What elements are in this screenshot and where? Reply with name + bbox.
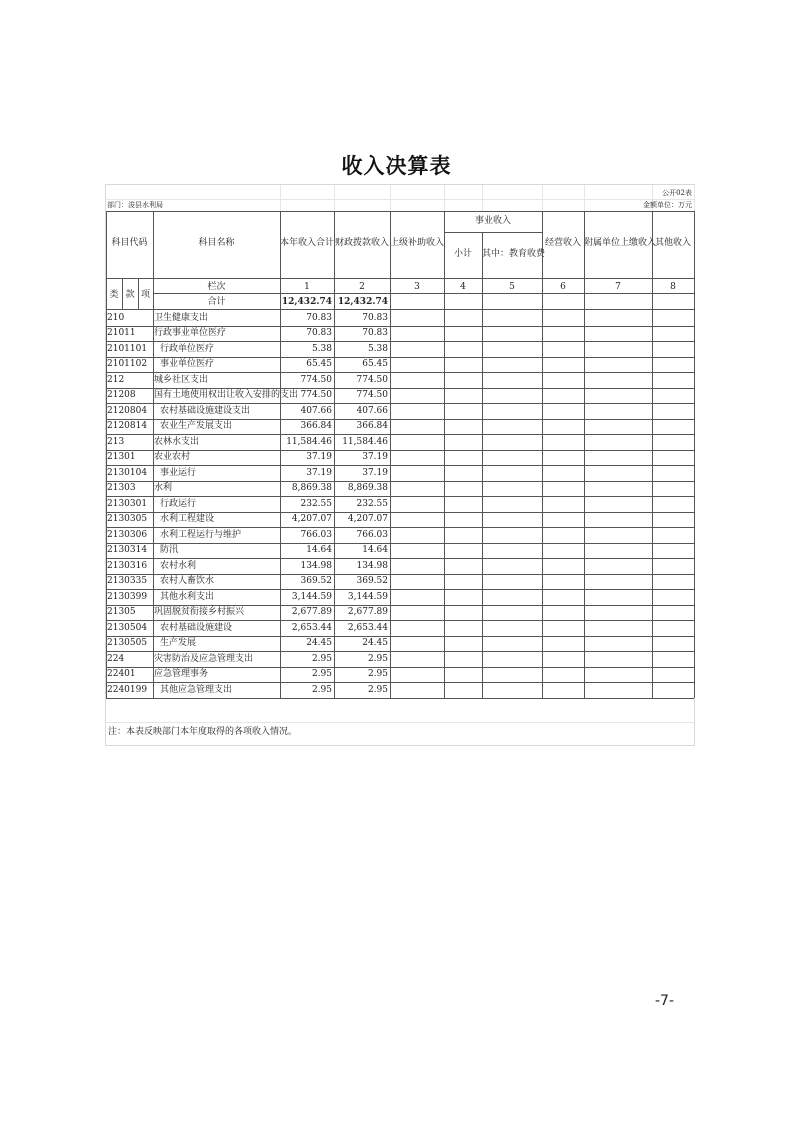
row-col1: 5.38 [311,343,332,354]
table-line [106,465,694,466]
total-col2: 12,432.74 [337,297,388,307]
table-line [652,211,653,698]
row-code: 224 [107,653,125,664]
row-name: 农业农村 [154,452,191,462]
row-col2: 70.83 [362,328,388,338]
row-name: 防汛 [160,545,179,555]
table-line [106,211,107,698]
table-line [106,574,694,575]
table-line [153,211,154,698]
row-name: 国有土地使用权出让收入安排的支出 [154,390,299,400]
table-line [106,372,694,373]
column-number: 7 [615,282,621,292]
row-col2: 3,144.59 [347,591,388,602]
grid-line [280,185,281,211]
row-name: 行政事业单位医疗 [154,328,227,338]
table-line [334,211,335,698]
row-col1: 70.83 [306,312,332,323]
row-code: 21303 [107,483,136,493]
row-name: 行政单位医疗 [160,343,215,354]
row-col2: 2,653.44 [347,622,388,633]
row-col1: 774.50 [300,374,332,385]
table-line [106,605,694,606]
row-col2: 11,584.46 [342,436,388,447]
table-line [106,589,694,590]
row-col2: 37.19 [362,467,388,478]
row-code: 22401 [107,669,136,679]
row-name: 农村水利 [160,560,197,571]
row-col1: 70.83 [306,328,332,338]
table-line [106,512,694,513]
table-note: 注：本表反映部门本年度取得的各项收入情况。 [108,727,298,737]
row-name: 农村基础设施建设支出 [160,405,251,416]
row-col2: 2.95 [367,653,388,664]
table-line [280,211,281,698]
header-xiang: 项 [140,290,150,300]
grid-line [390,185,391,211]
row-col2: 766.03 [356,529,388,540]
row-col2: 14.64 [362,545,388,555]
row-code: 2130306 [107,529,148,540]
table-line [106,450,694,451]
page-number: -7- [655,993,675,1009]
row-code: 21208 [107,390,136,400]
row-name: 灾害防治及应急管理支出 [154,653,254,664]
row-code: 21305 [107,607,136,617]
table-line [106,667,694,668]
table-line [106,698,694,699]
row-col2: 5.38 [367,343,388,354]
header-col8: 其他收入 [654,238,691,248]
row-col1: 37.19 [306,452,332,462]
column-number: 6 [560,282,566,292]
table-line [106,558,694,559]
table-line [106,682,694,683]
row-col1: 11,584.46 [286,436,332,447]
row-col2: 37.19 [362,452,388,462]
row-col1: 766.03 [300,529,332,540]
row-col2: 24.45 [362,638,388,648]
header-lei: 类 [109,290,119,300]
column-number: 1 [304,282,310,292]
row-code: 2130399 [107,591,148,602]
column-number: 5 [509,282,515,292]
row-name: 应急管理事务 [154,669,209,679]
table-line [106,211,694,212]
row-col1: 37.19 [306,467,332,478]
header-edu-fee: 其中：教育收费 [482,249,546,259]
row-code: 213 [107,436,125,447]
row-col1: 407.66 [300,405,332,416]
row-col1: 3,144.59 [291,591,332,602]
row-name: 卫生健康支出 [154,312,209,323]
row-col1: 366.84 [300,421,332,431]
row-name: 水利工程运行与维护 [160,529,242,540]
row-col1: 2,653.44 [291,622,332,633]
table-line [106,388,694,389]
row-name: 其他应急管理支出 [160,684,233,695]
row-col1: 774.50 [300,390,332,400]
table-line [106,341,694,342]
header-col1: 本年收入合计 [280,238,335,248]
grid-line [584,185,585,211]
row-col1: 2.95 [311,653,332,664]
header-col6: 经营收入 [544,238,581,248]
grid-line [106,722,694,723]
table-line [106,651,694,652]
row-code: 21011 [107,328,136,338]
row-code: 210 [107,312,125,323]
row-col2: 2,677.89 [347,607,388,617]
row-name: 巩固脱贫衔接乡村振兴 [154,607,245,617]
table-line [106,419,694,420]
row-col2: 8,869.38 [347,483,388,493]
grid-line [694,185,695,211]
header-lanci: 栏次 [207,282,226,292]
table-line [106,357,694,358]
header-col7: 附属单位上缴收入 [584,238,657,248]
row-col2: 134.98 [356,560,388,571]
income-table [105,184,695,746]
header-code: 科目代码 [111,238,148,248]
row-code: 212 [107,374,125,385]
row-name: 生产发展 [160,638,197,648]
row-code: 2130505 [107,638,148,648]
row-col2: 2.95 [367,669,388,679]
row-code: 2101102 [107,359,148,369]
table-line [122,278,123,309]
row-code: 2130504 [107,622,148,633]
table-line [390,211,391,698]
column-number: 2 [359,282,365,292]
table-line [444,211,445,698]
header-col2: 财政拨款收入 [334,238,389,248]
row-name: 农村人畜饮水 [160,576,215,586]
row-col1: 24.45 [306,638,332,648]
row-code: 2120804 [107,405,148,416]
grid-line [334,185,335,211]
row-col2: 774.50 [356,390,388,400]
row-code: 2130305 [107,514,148,524]
row-code: 2130314 [107,545,148,555]
column-number: 8 [670,282,676,292]
row-code: 2130316 [107,560,148,571]
row-name: 农林水支出 [154,436,200,447]
table-line [542,211,543,698]
row-name: 行政运行 [160,498,197,509]
row-name: 水利工程建设 [160,514,215,524]
table-line [106,309,694,310]
row-col2: 232.55 [356,498,388,509]
row-name: 事业单位医疗 [160,359,215,369]
row-col2: 774.50 [356,374,388,385]
table-line [106,278,694,279]
row-col1: 14.64 [306,545,332,555]
row-col1: 4,207.07 [291,514,332,524]
row-code: 21301 [107,452,136,462]
table-line [106,403,694,404]
header-subtotal: 小计 [453,249,472,259]
table-line [106,620,694,621]
table-line [694,211,695,698]
row-col2: 2.95 [367,684,388,695]
row-col2: 366.84 [356,421,388,431]
table-line [106,636,694,637]
row-col2: 65.45 [362,359,388,369]
row-col1: 2.95 [311,684,332,695]
row-col1: 8,869.38 [291,483,332,493]
form-code: 公开02表 [662,189,692,197]
table-line [106,496,694,497]
row-col2: 70.83 [362,312,388,323]
row-col1: 232.55 [300,498,332,509]
total-col1: 12,432.74 [281,297,332,307]
unit-label: 金额单位：万元 [643,201,692,209]
table-line [138,278,139,309]
table-line [482,232,483,698]
page-title: 收入决算表 [341,154,452,178]
row-col2: 407.66 [356,405,388,416]
header-col3: 上级补助收入 [390,238,445,248]
table-line [444,232,542,233]
row-col1: 134.98 [300,560,332,571]
row-code: 2240199 [107,684,148,695]
row-name: 事业运行 [160,467,197,478]
row-name: 农村基础设施建设 [160,622,233,633]
row-name: 农业生产发展支出 [160,421,233,431]
row-code: 2130335 [107,576,148,586]
grid-line [106,199,694,200]
row-name: 其他水利支出 [160,591,215,602]
table-line [584,211,585,698]
row-col1: 369.52 [300,576,332,586]
row-col2: 4,207.07 [347,514,388,524]
table-line [106,527,694,528]
grid-line [542,185,543,211]
header-name: 科目名称 [198,238,235,248]
header-heji: 合计 [207,297,226,307]
row-col1: 2.95 [311,669,332,679]
table-line [106,543,694,544]
header-business-income: 事业收入 [474,216,511,226]
table-line [153,293,694,294]
grid-line [444,185,445,211]
row-name: 城乡社区支出 [154,374,209,385]
table-line [106,481,694,482]
column-number: 4 [460,282,466,292]
row-code: 2120814 [107,421,148,431]
department-label: 部门：浚县水利局 [107,201,163,209]
header-kuan: 款 [125,290,135,300]
row-name: 水利 [154,483,173,493]
row-col1: 65.45 [306,359,332,369]
row-code: 2130301 [107,498,148,509]
grid-line [482,185,483,211]
table-line [106,326,694,327]
table-line [106,434,694,435]
row-code: 2101101 [107,343,148,354]
column-number: 3 [414,282,420,292]
row-col1: 2,677.89 [291,607,332,617]
row-code: 2130104 [107,467,148,478]
row-col2: 369.52 [356,576,388,586]
